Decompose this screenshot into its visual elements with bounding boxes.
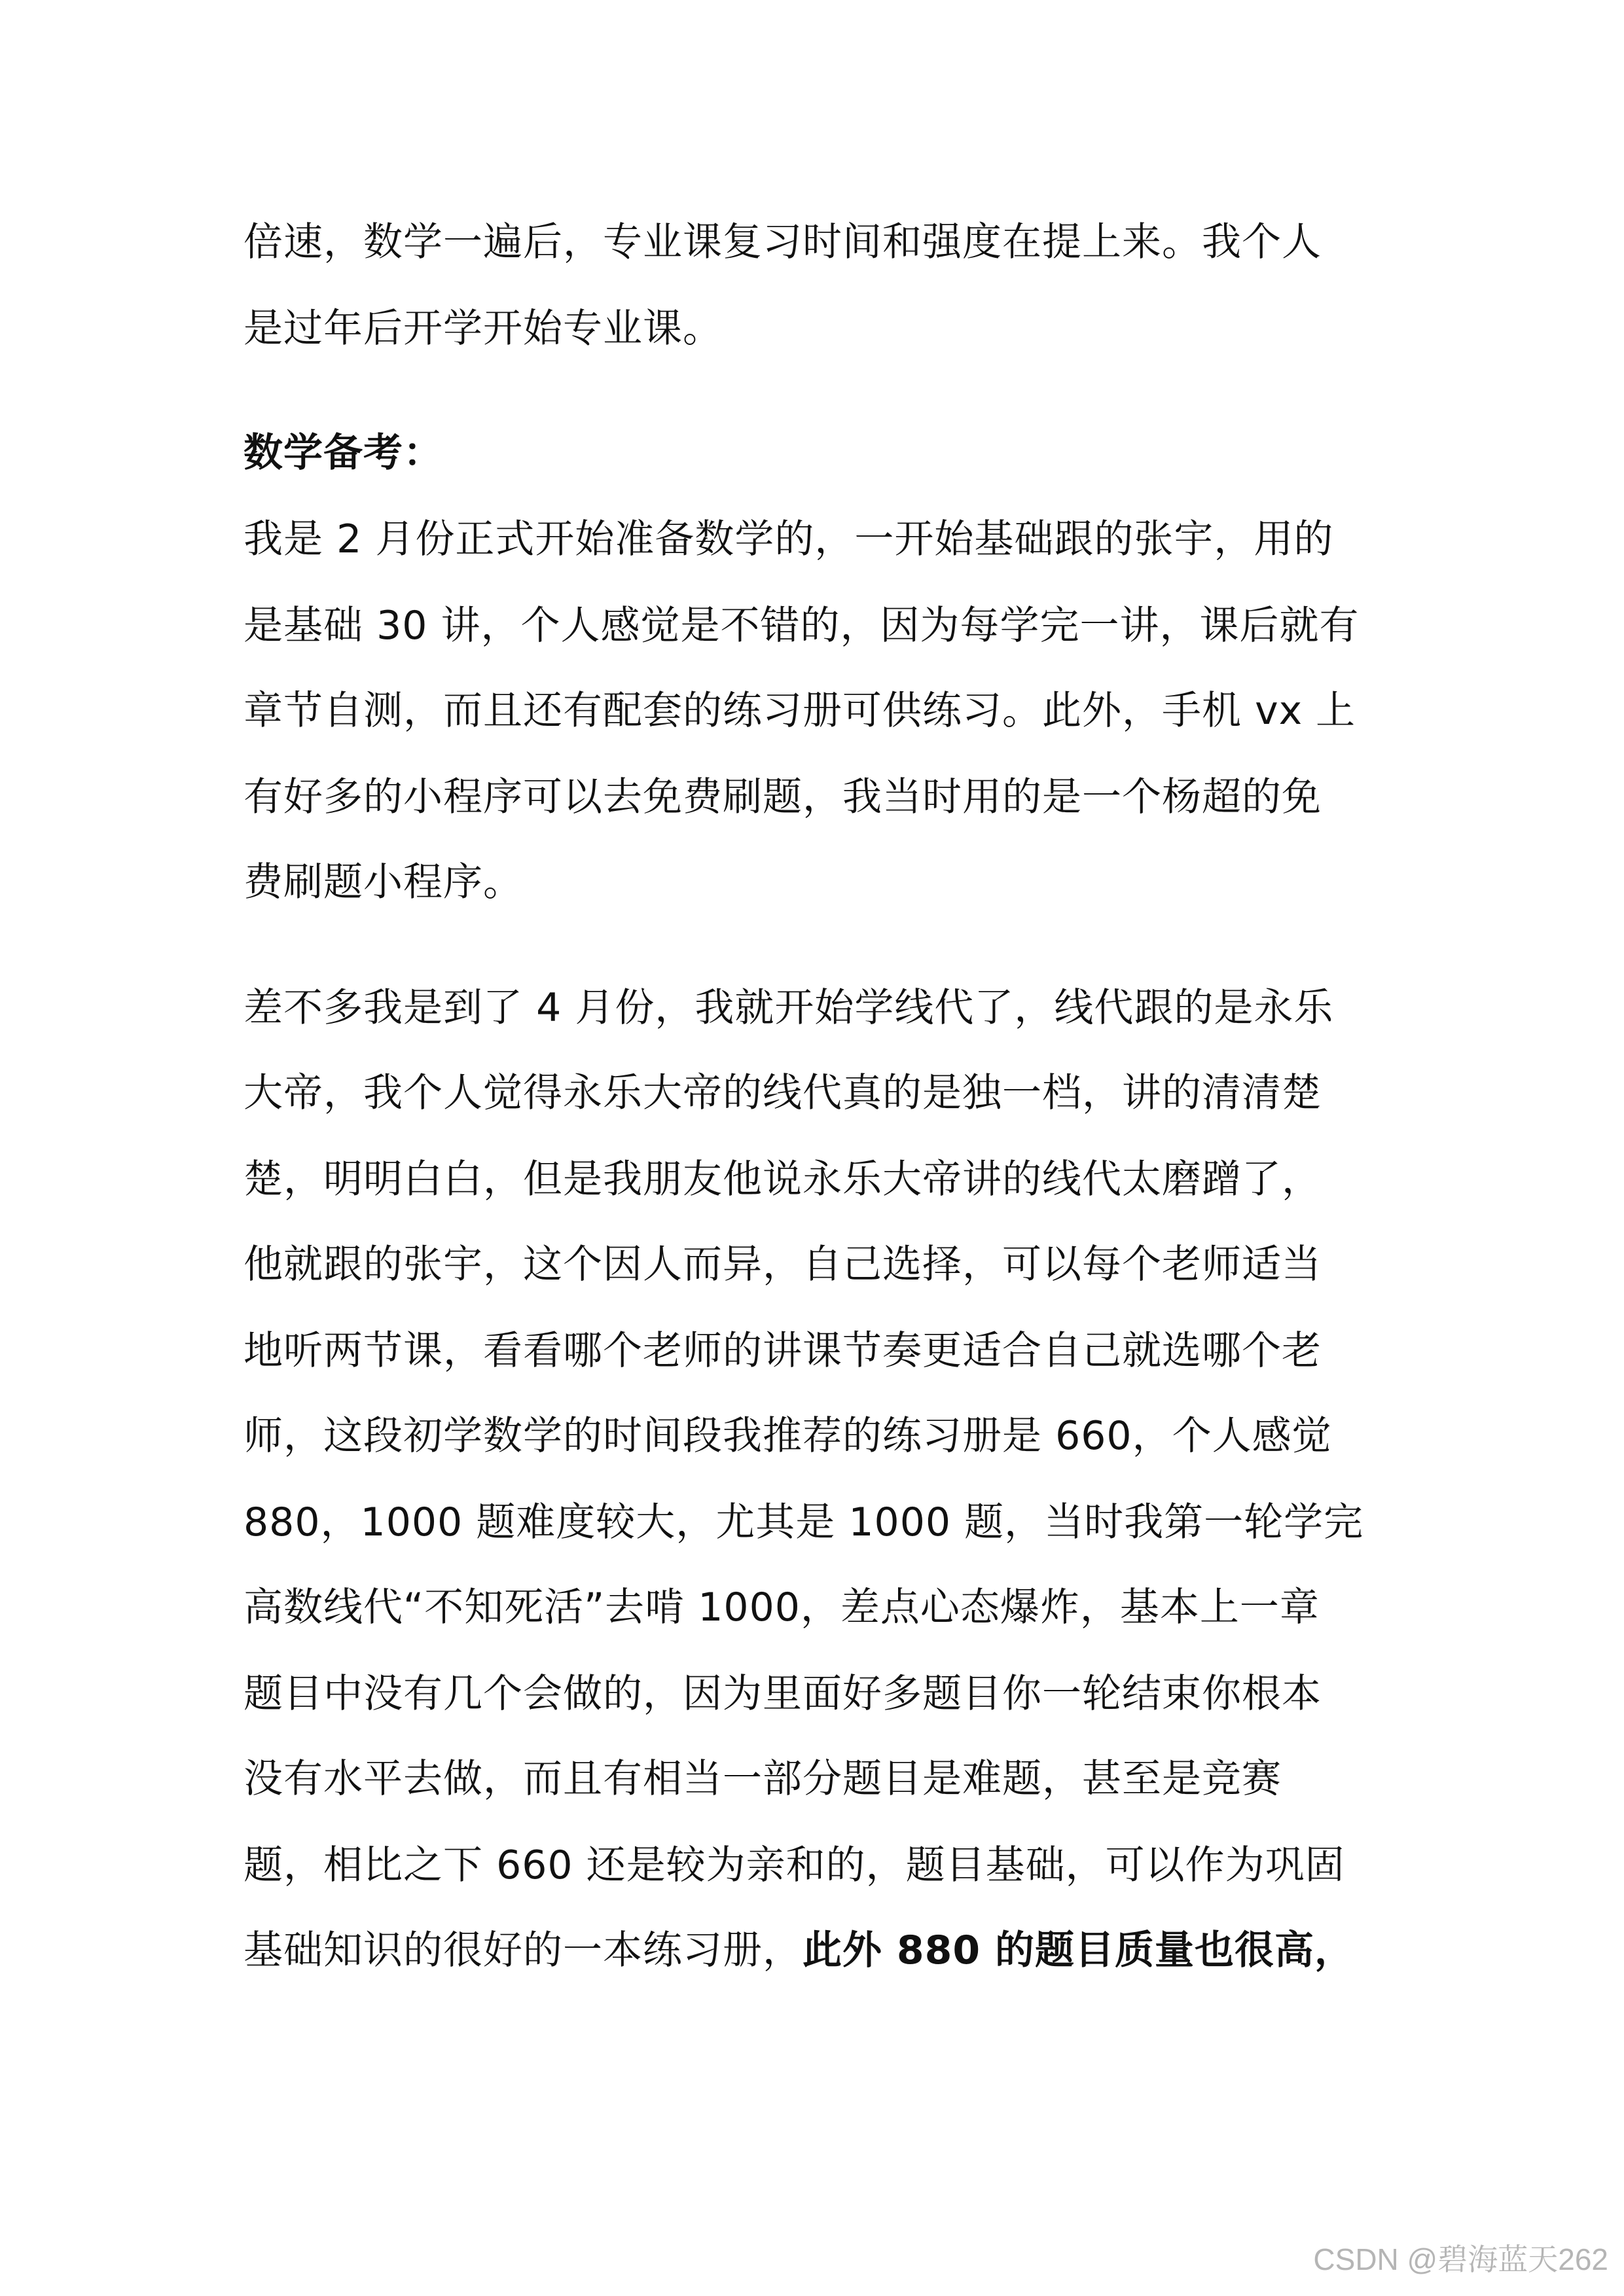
csdn-watermark: CSDN @碧海蓝天262 <box>1313 2242 1608 2276</box>
p1-line-3: 章节自测，而且还有配套的练习册可供练习。此外，手机 vx 上 <box>244 688 1356 734</box>
p2-line-3: 楚，明明白白，但是我朋友他说永乐大帝讲的线代太磨蹭了， <box>244 1157 1322 1202</box>
p2-line-4: 他就跟的张宇，这个因人而异，自己选择，可以每个老师适当 <box>244 1242 1322 1287</box>
p2-line-8: 高数线代“不知死活”去啃 1000，差点心态爆炸，基本上一章 <box>244 1585 1320 1630</box>
p2-line-12-normal: 基础知识的很好的一本练习册， <box>244 1928 803 1973</box>
intro-line-2: 是过年后开学开始专业课。 <box>244 306 723 351</box>
p2-line-1: 差不多我是到了 4 月份，我就开始学线代了，线代跟的是永乐 <box>244 985 1334 1031</box>
p2-line-12 <box>244 1924 1354 1977</box>
p2-line-11: 题，相比之下 660 还是较为亲和的，题目基础，可以作为巩固 <box>244 1842 1345 1888</box>
section-heading: 数学备考： <box>244 430 443 476</box>
p1-line-1: 我是 2 月份正式开始准备数学的，一开始基础跟的张宇，用的 <box>244 516 1334 562</box>
p1-line-5: 费刷题小程序。 <box>244 859 523 905</box>
p2-line-9: 题目中没有几个会做的，因为里面好多题目你一轮结束你根本 <box>244 1671 1322 1717</box>
p1-line-2: 是基础 30 讲，个人感觉是不错的，因为每学完一讲，课后就有 <box>244 603 1360 649</box>
p2-line-5: 地听两节课，看看哪个老师的讲课节奏更适合自己就选哪个老 <box>244 1328 1322 1374</box>
p2-line-6: 师，这段初学数学的时间段我推荐的练习册是 660，个人感觉 <box>244 1413 1332 1459</box>
p2-line-10: 没有水平去做，而且有相当一部分题目是难题，甚至是竞赛 <box>244 1756 1282 1802</box>
p2-line-7: 880，1000 题难度较大，尤其是 1000 题，当时我第一轮学完 <box>244 1499 1364 1545</box>
intro-line-1: 倍速，数学一遍后，专业课复习时间和强度在提上来。我个人 <box>244 219 1322 265</box>
p2-line-12-bold: 此外 880 的题目质量也很高， <box>803 1928 1355 1973</box>
p1-line-4: 有好多的小程序可以去免费刷题，我当时用的是一个杨超的免 <box>244 774 1322 820</box>
p2-line-2: 大帝，我个人觉得永乐大帝的线代真的是独一档，讲的清清楚 <box>244 1070 1322 1116</box>
